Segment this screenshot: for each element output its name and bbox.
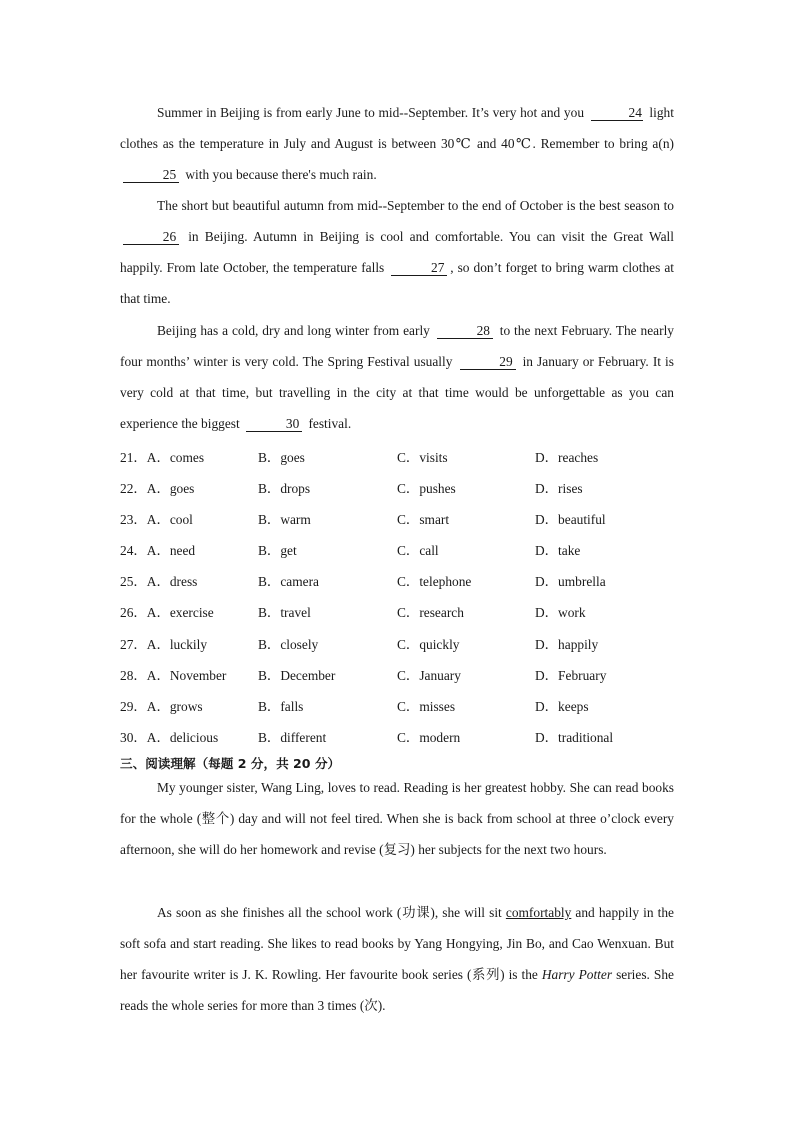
option-d: D．happily: [535, 636, 599, 652]
option-row-23: [120, 502, 680, 533]
option-b: B．warm: [258, 512, 311, 528]
option-c: C．pushes: [397, 481, 456, 497]
option-b: B．get: [258, 543, 297, 559]
blank-30: 30: [246, 417, 302, 432]
option-c: C．quickly: [397, 636, 460, 652]
book-title: Harry Potter: [541, 967, 613, 982]
option-c: C．misses: [397, 698, 456, 714]
blank-25: 25: [123, 168, 179, 183]
option-d: D．umbrella: [535, 574, 606, 590]
answer-options: [120, 440, 680, 751]
option-b: B．different: [258, 729, 327, 745]
option-d: D．work: [535, 605, 586, 621]
option-a: 29．A．grows: [120, 698, 203, 714]
option-d: D．take: [535, 543, 581, 559]
p2-text-1: The short but beautiful autumn from mid--September to the end of October is the best season to: [157, 198, 674, 213]
option-c: C．visits: [397, 450, 448, 465]
p2-text-2: in Beijing. Autumn in Beijing is cool and comfortable. You can visit the Great Wall happily. From late October, the temperature falls: [120, 229, 674, 275]
option-row-26: [120, 595, 680, 626]
option-c: C．January: [397, 667, 461, 683]
option-a: 25．A．dress: [120, 574, 198, 590]
passage-paragraph-3: [120, 315, 674, 439]
option-d: D．traditional: [535, 729, 614, 745]
option-row-28: [120, 658, 680, 689]
option-b: B．falls: [258, 698, 304, 714]
option-a: 28．A．November: [120, 667, 227, 683]
option-row-22: [120, 471, 680, 502]
blank-28: 28: [437, 324, 493, 339]
p3-text-2: to the next February. The nearly four months’ winter is very cold. The Spring Festival usually: [120, 323, 674, 369]
blank-26: 26: [123, 230, 179, 245]
option-row-24: [120, 533, 680, 564]
reading-paragraph-2: [120, 897, 674, 1021]
rp2-text-2: and happily in the soft sofa and start reading. She likes to read books by Yang Hongying, Jin Bo, and Cao Wenxuan. But her favourite writer is J. K. Rowling. Her favourite book series (系列) is the: [120, 905, 674, 982]
p1-text-1: Summer in Beijing is from early June to mid--September. It’s very hot and you: [157, 105, 585, 120]
blank-27: 27: [391, 261, 447, 276]
p3-text-1: Beijing has a cold, dry and long winter from early: [157, 323, 430, 338]
p3-text-4: festival.: [308, 416, 352, 431]
option-c: C．smart: [397, 512, 450, 528]
option-d: D．reaches: [535, 450, 599, 465]
option-b: B．December: [258, 667, 336, 683]
option-a: 22．A．goes: [120, 481, 195, 497]
option-b: B．camera: [258, 574, 319, 590]
option-a: 26．A．exercise: [120, 605, 214, 621]
option-row-25: [120, 564, 680, 595]
option-c: C．telephone: [397, 574, 472, 590]
option-row-30: [120, 720, 680, 751]
option-a: 30．A．delicious: [120, 729, 219, 745]
blank-24: 24: [591, 106, 643, 121]
p1-text-2: light clothes as the temperature in July and August is between 30℃ and 40℃. Remember to bring a(n): [120, 105, 674, 151]
option-d: D．February: [535, 667, 607, 683]
p2-text-3: , so don’t forget to bring warm clothes at that time.: [120, 260, 674, 306]
option-b: B．travel: [258, 605, 311, 621]
passage-paragraph-2: [120, 190, 674, 314]
option-d: D．rises: [535, 481, 583, 497]
option-row-21: [120, 440, 680, 471]
option-b: B．goes: [258, 450, 305, 465]
option-d: D．beautiful: [535, 512, 606, 528]
option-a: 24．A．need: [120, 543, 196, 559]
section-title-reading: 三、阅读理解（每题 2 分，共 20 分）: [120, 756, 341, 771]
option-b: B．closely: [258, 636, 319, 652]
option-d: D．keeps: [535, 698, 589, 714]
option-a: 23．A．cool: [120, 512, 193, 528]
option-c: C．call: [397, 543, 439, 559]
passage-paragraph-1: [120, 97, 674, 190]
option-a: 21．A．comes: [120, 450, 205, 465]
option-a: 27．A．luckily: [120, 636, 208, 652]
option-row-29: [120, 689, 680, 720]
p3-text-3: in January or February. It is very cold at that time, but travelling in the city at that time would be unforgettable as you can experience the biggest: [120, 354, 674, 431]
rp2-text-1: As soon as she finishes all the school work (功课), she will sit: [157, 905, 502, 920]
p1-text-3: with you because there's much rain.: [185, 167, 377, 182]
blank-29: 29: [460, 355, 516, 370]
option-c: C．research: [397, 605, 464, 621]
option-row-27: [120, 627, 680, 658]
rp2-text-3: series. She reads the whole series for more than 3 times (次).: [120, 967, 674, 1013]
option-c: C．modern: [397, 729, 461, 745]
underlined-word: comfortably: [505, 905, 572, 920]
option-b: B．drops: [258, 481, 311, 497]
reading-paragraph-1: My younger sister, Wang Ling, loves to read. Reading is her greatest hobby. She can read books for the whole (整个) day and will not feel tired. When she is back from school at three o’clock every afternoon, she will do her homework and revise (复习) her subjects for the next two hours.: [120, 780, 674, 857]
